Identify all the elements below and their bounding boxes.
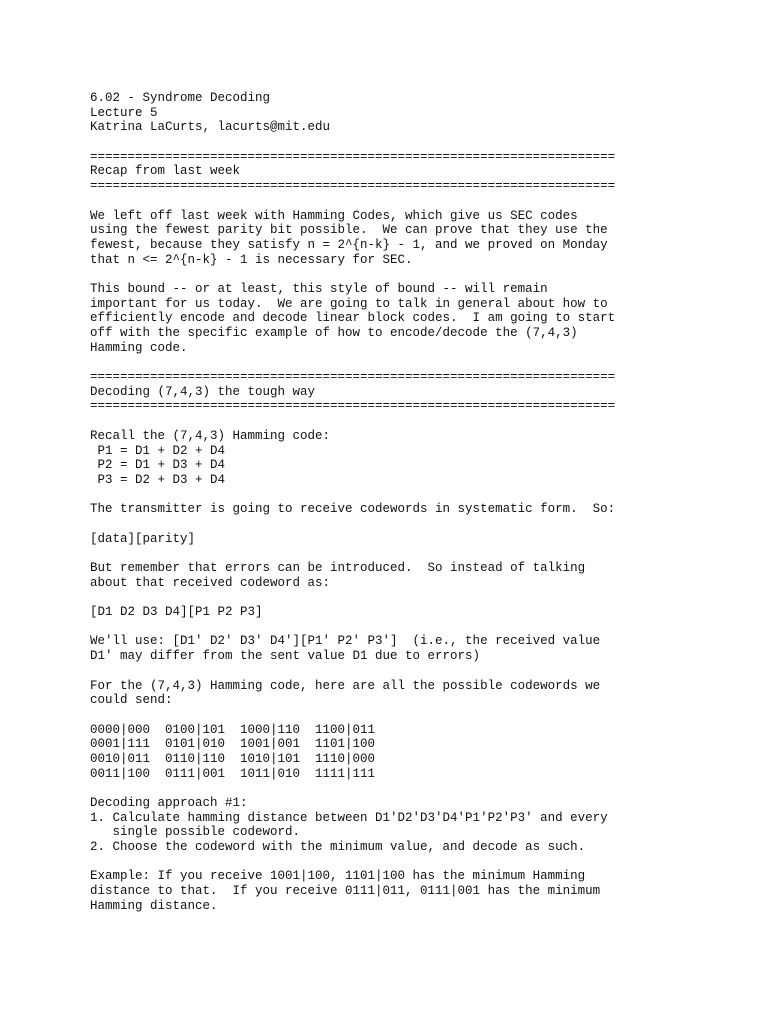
text-line: Example: If you receive 1001|100, 1101|100 has the minimum Hamming (90, 869, 586, 884)
text-line: ====================================================================== (90, 370, 616, 385)
text-line: Lecture 5 (90, 105, 158, 120)
text-line: [data][parity] (90, 531, 196, 546)
text-line (90, 590, 750, 605)
text-line: fewest, because they satisfy n = 2^{n-k} - 1, and we proved on Monday (90, 237, 608, 252)
text-line: important for us today. We are going to talk in general about how to (90, 296, 608, 311)
text-line: 0010|011 0110|110 1010|101 1110|000 (90, 751, 376, 766)
text-line (90, 135, 750, 150)
text-line: Recall the (7,4,3) Hamming code: (90, 428, 331, 443)
text-line: efficiently encode and decode linear block codes. I am going to start (90, 311, 616, 326)
text-line: D1' may differ from the sent value D1 due to errors) (90, 649, 481, 664)
text-line: could send: (90, 693, 173, 708)
text-line: P3 = D2 + D3 + D4 (90, 472, 226, 487)
text-line: 2. Choose the codeword with the minimum value, and decode as such. (90, 840, 586, 855)
text-line: 1. Calculate hamming distance between D1'D2'D3'D4'P1'P2'P3' and every (90, 810, 608, 825)
text-line: single possible codeword. (90, 825, 301, 840)
text-line: Hamming code. (90, 340, 188, 355)
text-line: But remember that errors can be introduced. So instead of talking (90, 561, 586, 575)
text-line (90, 708, 750, 723)
text-line: Decoding (7,4,3) the tough way (90, 384, 316, 399)
text-line (90, 267, 750, 282)
text-line (90, 414, 750, 429)
text-line (90, 355, 750, 370)
text-line: ====================================================================== (90, 179, 616, 194)
text-line (90, 620, 750, 635)
text-line: Hamming distance. (90, 898, 218, 913)
text-line: that n <= 2^{n-k} - 1 is necessary for SEC. (90, 252, 413, 267)
text-line: 6.02 - Syndrome Decoding (90, 91, 271, 105)
text-line: P2 = D1 + D3 + D4 (90, 458, 226, 473)
text-line: [D1 D2 D3 D4][P1 P2 P3] (90, 605, 263, 620)
text-line: Decoding approach #1: (90, 796, 248, 810)
document-page (90, 91, 750, 914)
text-line: We'll use: [D1' D2' D3' D4'][P1' P2' P3'] (i.e., the received value (90, 634, 601, 649)
text-line: Recap from last week (90, 164, 241, 179)
text-line (90, 194, 750, 209)
text-line: We left off last week with Hamming Codes, which give us SEC codes (90, 208, 578, 223)
text-line: ====================================================================== (90, 399, 616, 414)
text-line (90, 546, 750, 561)
text-line (90, 855, 750, 870)
text-line (90, 488, 750, 503)
text-line: P1 = D1 + D2 + D4 (90, 443, 226, 458)
text-line: Katrina LaCurts, lacurts@mit.edu (90, 120, 331, 135)
text-line: For the (7,4,3) Hamming code, here are all the possible codewords we (90, 678, 601, 693)
text-line: 0000|000 0100|101 1000|110 1100|011 (90, 722, 376, 737)
text-line: distance to that. If you receive 0111|011, 0111|001 has the minimum (90, 884, 601, 899)
text-line (90, 517, 750, 532)
text-line: 0001|111 0101|010 1001|001 1101|100 (90, 737, 376, 752)
text-line: This bound -- or at least, this style of bound -- will remain (90, 281, 548, 296)
text-line: off with the specific example of how to encode/decode the (7,4,3) (90, 326, 578, 340)
text-line (90, 781, 750, 796)
text-line (90, 664, 750, 679)
text-line: 0011|100 0111|001 1011|010 1111|111 (90, 766, 376, 781)
text-line: The transmitter is going to receive codewords in systematic form. So: (90, 502, 616, 517)
text-line: using the fewest parity bit possible. We can prove that they use the (90, 223, 608, 238)
text-line: ====================================================================== (90, 149, 616, 164)
text-line: about that received codeword as: (90, 575, 331, 590)
